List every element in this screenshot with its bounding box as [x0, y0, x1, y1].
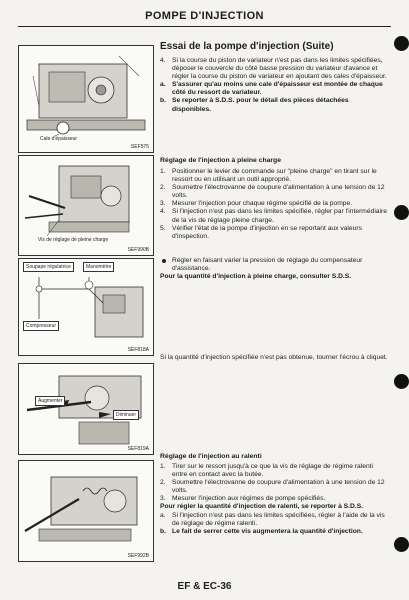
- idle-step-2: 2. Soumettre l'électrovanne de coupure d'alimentation à une tension de 12 volts.: [160, 479, 385, 495]
- page-header-title: POMPE D'INJECTION: [145, 10, 264, 22]
- idle-note-b: b. Le fait de serrer cette vis augmentera la quantité d'injection.: [160, 527, 363, 535]
- full-load-step-4: 4. Si l'injection n'est pas dans les limites spécifiée, régler par l'intermédiaire de la vis de réglage pleine charge.: [160, 208, 387, 224]
- full-load-bullet: Régler en faisant varier la pression de réglage du compensateur d'assistance.: [160, 257, 388, 273]
- idle-steps: [160, 463, 388, 536]
- full-load-title: Réglage de l'injection à pleine charge: [160, 157, 281, 164]
- binder-hole: [394, 36, 409, 51]
- section-title: Essai de la pompe d'injection (Suite): [160, 41, 334, 52]
- idle-step-1: 1. Tirer sur le ressort jusqu'à ce que la vis de réglage de régime ralenti entre en contact avec la butée.: [160, 463, 374, 479]
- binder-hole: [394, 374, 409, 389]
- idle-note-a: a. Si l'injection n'est pas dans les limites spécifiées, régler à l'aide de la vis de réglage de régime ralenti.: [160, 511, 385, 527]
- illustration-idle-screw: [19, 461, 153, 561]
- label-compressor: Compresseur: [23, 321, 59, 331]
- figure-code: SEF819A: [127, 446, 149, 452]
- note-b: b. Se reporter à S.D.S. pour le détail des pièces détachées disponibles.: [160, 97, 349, 113]
- full-load-steps: [160, 168, 388, 241]
- page-code: EF & EC-36: [177, 581, 232, 592]
- full-load-note: Pour la quantité d'injection à pleine charge, consulter S.D.S.: [160, 273, 352, 281]
- ratchet-text: Si la quantité d'injection spécifiée n'est pas obtenue, tourner l'écrou à cliquet.: [160, 354, 388, 361]
- figure-code: SEF818A: [127, 347, 149, 353]
- figure-compressor-setup: [18, 258, 154, 356]
- step-4: 4. Si la course du piston de variateur n'est pas dans les limites spécifiées, déposer le couvercle du côté basse pression du variateur d'avance et régler la course du piston de variateur en ajoutant des cales d'épaisseur.: [160, 57, 387, 81]
- binder-hole: [394, 205, 409, 220]
- figure-ratchet-nut: [18, 363, 154, 455]
- idle-step-3: 3. Mesurer l'injection aux régimes de pompe spécifiés.: [160, 495, 326, 503]
- label-full-load-screw: Vis de réglage de pleine charge: [38, 237, 109, 243]
- figure-code: SEF992B: [127, 553, 149, 559]
- figure-full-load-screw: [18, 155, 154, 256]
- figure-shim-variator: [18, 45, 154, 153]
- binder-hole: [394, 537, 409, 552]
- full-load-step-3: 3. Mesurer l'injection pour chaque régime spécifié de la pompe.: [160, 200, 353, 208]
- figure-code: SEF990B: [127, 247, 149, 253]
- header-rule: [18, 26, 391, 27]
- idle-title: Réglage de l'injection au ralenti: [160, 453, 262, 460]
- label-pressure-gauge: Manomètre: [83, 262, 114, 272]
- full-load-step-1: 1. Positionner le levier de commande sur "pleine charge" en tirant sur le ressort ou en utilisant un outil approprié.: [160, 168, 377, 184]
- full-load-step-5: 5. Vérifier l'état de la pompe d'injection en se reportant aux valeurs d'inspection.: [160, 224, 362, 240]
- label-decrease: Diminuer: [113, 410, 139, 420]
- figure-idle-screw: [18, 460, 154, 562]
- illustration-ratchet-nut: [19, 364, 153, 454]
- note-a: a. S'assurer qu'au moins une cale d'épaisseur est montée de chaque côté du ressort de variateur.: [160, 81, 383, 97]
- label-shim: Cale d'épaisseur: [40, 136, 78, 142]
- figure-code: SEF575: [130, 144, 149, 150]
- illustration-compressor-setup: [19, 259, 153, 355]
- idle-note: Pour régler la quantité d'injection de ralenti, se reporter à S.D.S.: [160, 503, 364, 511]
- full-load-bullet-block: [160, 257, 388, 281]
- label-increase: Augmenter: [35, 396, 65, 406]
- bullet-icon: [162, 259, 166, 263]
- label-regulator-valve: Soupape régulatrice: [23, 262, 74, 272]
- full-load-step-2: 2. Soumettre l'électrovanne de coupure d'alimentation à une tension de 12 volts.: [160, 184, 385, 200]
- variator-steps: [160, 57, 388, 114]
